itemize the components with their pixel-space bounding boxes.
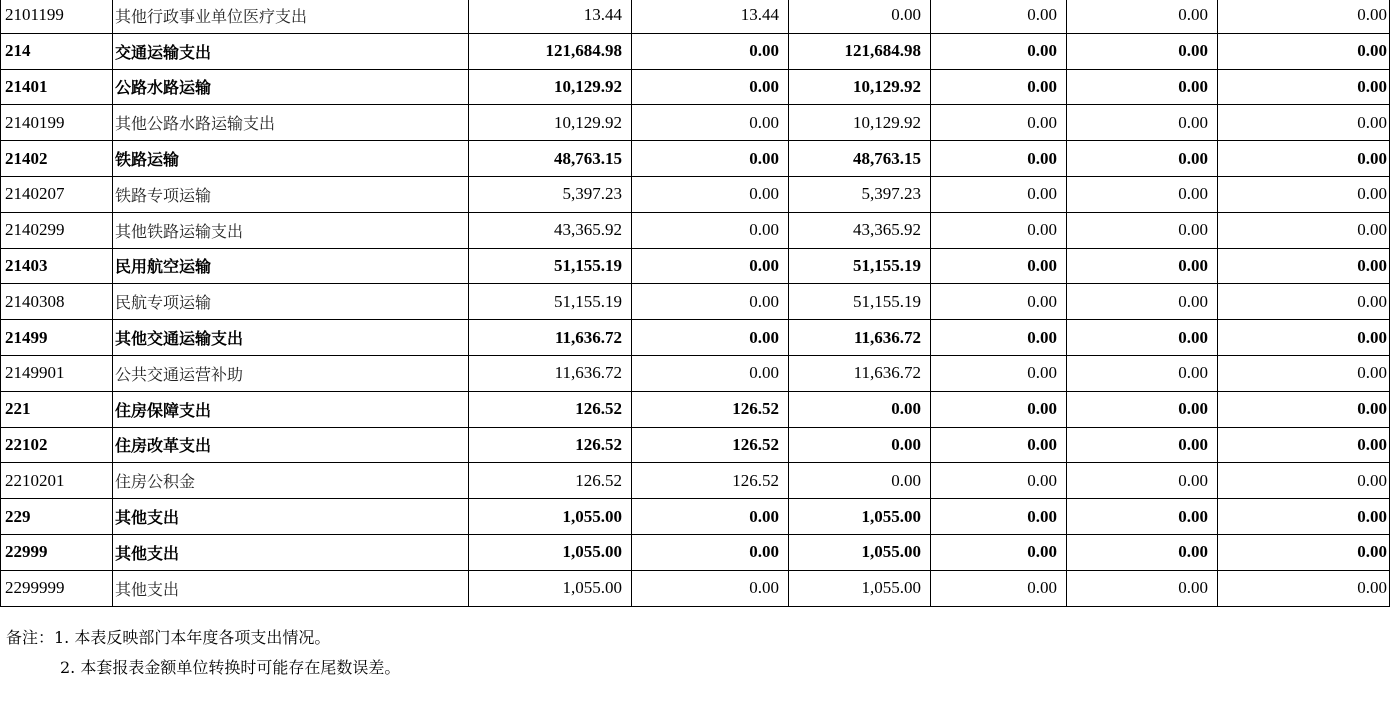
amount-cell: 0.00: [931, 248, 1067, 284]
amount-cell: 1,055.00: [469, 534, 632, 570]
table-row: [1, 69, 1390, 105]
amount-cell: 48,763.15: [789, 141, 931, 177]
amount-cell: 0.00: [931, 284, 1067, 320]
amount-cell: 0.00: [1218, 212, 1390, 248]
amount-cell: 0.00: [632, 33, 789, 69]
amount-cell: 0.00: [632, 284, 789, 320]
code-cell: 2140207: [1, 176, 113, 212]
amount-cell: 10,129.92: [469, 105, 632, 141]
amount-cell: 0.00: [789, 0, 931, 33]
code-cell: 21403: [1, 248, 113, 284]
amount-cell: 11,636.72: [469, 355, 632, 391]
table-row: [1, 391, 1390, 427]
amount-cell: 0.00: [1067, 141, 1218, 177]
amount-cell: 1,055.00: [469, 570, 632, 606]
table-row: [1, 320, 1390, 356]
amount-cell: 0.00: [931, 534, 1067, 570]
amount-cell: 0.00: [1218, 176, 1390, 212]
amount-cell: 0.00: [1067, 212, 1218, 248]
code-cell: 2140199: [1, 105, 113, 141]
amount-cell: 13.44: [632, 0, 789, 33]
table-row: [1, 33, 1390, 69]
amount-cell: 43,365.92: [789, 212, 931, 248]
amount-cell: 0.00: [632, 176, 789, 212]
name-cell: 其他支出: [113, 570, 469, 606]
code-cell: 22999: [1, 534, 113, 570]
table-body: [1, 0, 1390, 606]
amount-cell: 121,684.98: [789, 33, 931, 69]
amount-cell: 126.52: [469, 427, 632, 463]
amount-cell: 1,055.00: [789, 499, 931, 535]
amount-cell: 0.00: [931, 427, 1067, 463]
code-cell: 21401: [1, 69, 113, 105]
amount-cell: 48,763.15: [469, 141, 632, 177]
amount-cell: 0.00: [1218, 499, 1390, 535]
amount-cell: 0.00: [1218, 69, 1390, 105]
amount-cell: 11,636.72: [789, 355, 931, 391]
code-cell: 2149901: [1, 355, 113, 391]
amount-cell: 0.00: [1067, 284, 1218, 320]
code-cell: 2140299: [1, 212, 113, 248]
table-row: [1, 248, 1390, 284]
amount-cell: 51,155.19: [469, 284, 632, 320]
amount-cell: 0.00: [1218, 534, 1390, 570]
code-cell: 21499: [1, 320, 113, 356]
name-cell: 公共交通运营补助: [113, 355, 469, 391]
amount-cell: 1,055.00: [469, 499, 632, 535]
table-row: [1, 570, 1390, 606]
table-row: [1, 141, 1390, 177]
name-cell: 其他支出: [113, 534, 469, 570]
amount-cell: 0.00: [1067, 69, 1218, 105]
amount-cell: 0.00: [1218, 391, 1390, 427]
amount-cell: 0.00: [931, 570, 1067, 606]
amount-cell: 126.52: [632, 427, 789, 463]
table-row: [1, 355, 1390, 391]
amount-cell: 0.00: [1218, 0, 1390, 33]
amount-cell: 0.00: [1067, 391, 1218, 427]
note-line-1: 备注：1. 本表反映部门本年度各项支出情况。: [6, 628, 331, 647]
name-cell: 住房公积金: [113, 463, 469, 499]
code-cell: 2210201: [1, 463, 113, 499]
amount-cell: 0.00: [1218, 248, 1390, 284]
code-cell: 2140308: [1, 284, 113, 320]
amount-cell: 0.00: [789, 427, 931, 463]
amount-cell: 51,155.19: [469, 248, 632, 284]
amount-cell: 0.00: [931, 141, 1067, 177]
amount-cell: 0.00: [1067, 0, 1218, 33]
code-cell: 214: [1, 33, 113, 69]
amount-cell: 0.00: [931, 33, 1067, 69]
amount-cell: 126.52: [632, 463, 789, 499]
table-row: [1, 463, 1390, 499]
table-row: [1, 427, 1390, 463]
name-cell: 铁路专项运输: [113, 176, 469, 212]
name-cell: 其他公路水路运输支出: [113, 105, 469, 141]
amount-cell: 1,055.00: [789, 570, 931, 606]
amount-cell: 5,397.23: [469, 176, 632, 212]
name-cell: 住房改革支出: [113, 427, 469, 463]
amount-cell: 0.00: [931, 499, 1067, 535]
amount-cell: 0.00: [632, 69, 789, 105]
amount-cell: 5,397.23: [789, 176, 931, 212]
amount-cell: 126.52: [469, 463, 632, 499]
amount-cell: 0.00: [632, 570, 789, 606]
table-row: [1, 176, 1390, 212]
amount-cell: 0.00: [1067, 570, 1218, 606]
amount-cell: 0.00: [1218, 33, 1390, 69]
name-cell: 其他交通运输支出: [113, 320, 469, 356]
amount-cell: 0.00: [1218, 105, 1390, 141]
code-cell: 2101199: [1, 0, 113, 33]
amount-cell: 0.00: [931, 176, 1067, 212]
name-cell: 其他支出: [113, 499, 469, 535]
amount-cell: 0.00: [931, 391, 1067, 427]
name-cell: 民航专项运输: [113, 284, 469, 320]
code-cell: 221: [1, 391, 113, 427]
amount-cell: 0.00: [1067, 427, 1218, 463]
amount-cell: 10,129.92: [789, 69, 931, 105]
name-cell: 住房保障支出: [113, 391, 469, 427]
amount-cell: 0.00: [1218, 427, 1390, 463]
amount-cell: 0.00: [632, 534, 789, 570]
amount-cell: 0.00: [1067, 499, 1218, 535]
amount-cell: 0.00: [1067, 176, 1218, 212]
code-cell: 22102: [1, 427, 113, 463]
name-cell: 铁路运输: [113, 141, 469, 177]
amount-cell: 0.00: [1218, 284, 1390, 320]
amount-cell: 0.00: [931, 69, 1067, 105]
amount-cell: 0.00: [931, 320, 1067, 356]
amount-cell: 0.00: [632, 355, 789, 391]
amount-cell: 11,636.72: [789, 320, 931, 356]
name-cell: 民用航空运输: [113, 248, 469, 284]
amount-cell: 0.00: [1218, 141, 1390, 177]
amount-cell: 0.00: [1218, 355, 1390, 391]
amount-cell: 0.00: [1067, 320, 1218, 356]
amount-cell: 0.00: [632, 105, 789, 141]
amount-cell: 0.00: [1218, 463, 1390, 499]
amount-cell: 51,155.19: [789, 248, 931, 284]
name-cell: 公路水路运输: [113, 69, 469, 105]
table-row: [1, 0, 1390, 33]
amount-cell: 121,684.98: [469, 33, 632, 69]
amount-cell: 13.44: [469, 0, 632, 33]
amount-cell: 0.00: [1067, 248, 1218, 284]
name-cell: 其他行政事业单位医疗支出: [113, 0, 469, 33]
amount-cell: 0.00: [931, 463, 1067, 499]
table-row: [1, 105, 1390, 141]
amount-cell: 0.00: [632, 141, 789, 177]
name-cell: 交通运输支出: [113, 33, 469, 69]
amount-cell: 126.52: [469, 391, 632, 427]
table-row: [1, 499, 1390, 535]
amount-cell: 0.00: [1067, 105, 1218, 141]
amount-cell: 0.00: [931, 105, 1067, 141]
amount-cell: 0.00: [931, 0, 1067, 33]
name-cell: 其他铁路运输支出: [113, 212, 469, 248]
note-line-2: 2. 本套报表金额单位转换时可能存在尾数误差。: [60, 658, 401, 677]
amount-cell: 126.52: [632, 391, 789, 427]
amount-cell: 0.00: [1067, 355, 1218, 391]
code-cell: 229: [1, 499, 113, 535]
amount-cell: 0.00: [931, 355, 1067, 391]
amount-cell: 0.00: [1067, 534, 1218, 570]
table-row: [1, 212, 1390, 248]
amount-cell: 11,636.72: [469, 320, 632, 356]
amount-cell: 43,365.92: [469, 212, 632, 248]
amount-cell: 0.00: [632, 248, 789, 284]
amount-cell: 51,155.19: [789, 284, 931, 320]
table-row: [1, 284, 1390, 320]
amount-cell: 0.00: [789, 391, 931, 427]
amount-cell: 0.00: [632, 499, 789, 535]
amount-cell: 0.00: [1067, 463, 1218, 499]
code-cell: 21402: [1, 141, 113, 177]
amount-cell: 1,055.00: [789, 534, 931, 570]
code-cell: 2299999: [1, 570, 113, 606]
amount-cell: 0.00: [1218, 570, 1390, 606]
amount-cell: 0.00: [632, 320, 789, 356]
table-row: [1, 534, 1390, 570]
amount-cell: 10,129.92: [469, 69, 632, 105]
amount-cell: 10,129.92: [789, 105, 931, 141]
amount-cell: 0.00: [1218, 320, 1390, 356]
amount-cell: 0.00: [632, 212, 789, 248]
amount-cell: 0.00: [931, 212, 1067, 248]
notes: [6, 623, 400, 683]
amount-cell: 0.00: [789, 463, 931, 499]
amount-cell: 0.00: [1067, 33, 1218, 69]
